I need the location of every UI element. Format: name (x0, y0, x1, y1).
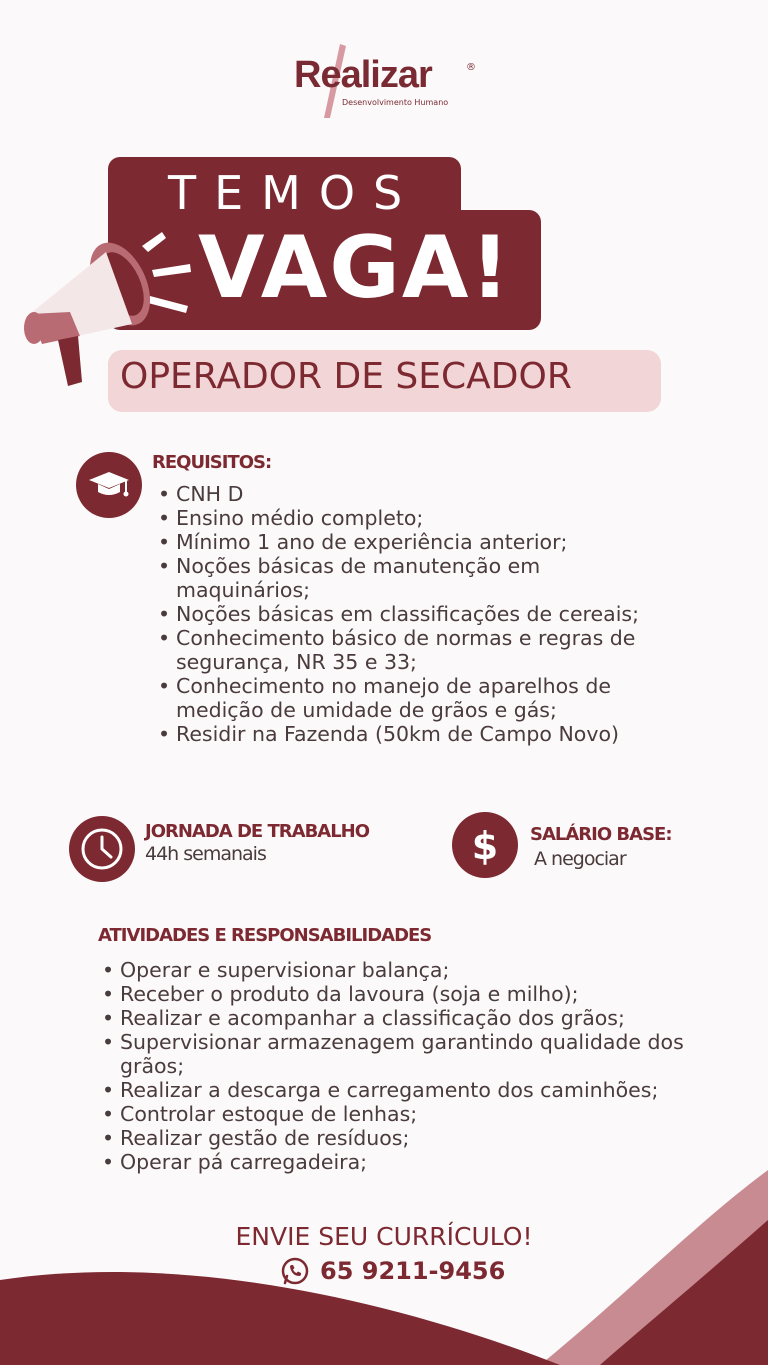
list-item: • Receber o produto da lavoura (soja e milho); (102, 982, 742, 1006)
list-item: • CNH D (158, 482, 748, 506)
phone-contact[interactable] (280, 1256, 505, 1286)
schedule-title: JORNADA DE TRABALHO (145, 821, 370, 842)
salary-title: SALÁRIO BASE: (530, 824, 672, 845)
clock-icon (80, 827, 124, 871)
phone-number[interactable]: 65 9211-9456 (320, 1257, 506, 1285)
list-item: • Realizar e acompanhar a classificação dos grãos; (102, 1006, 742, 1030)
schedule-value: 44h semanais (145, 843, 266, 865)
logo (290, 40, 490, 120)
headline-temos: TEMOS (168, 166, 421, 220)
megaphone-icon (20, 232, 200, 392)
list-item: • Mínimo 1 ano de experiência anterior; (158, 530, 748, 554)
list-item: • Residir na Fazenda (50km de Campo Novo) (158, 722, 748, 746)
headline-vaga: VAGA! (198, 218, 512, 318)
list-item: • Realizar gestão de resíduos; (102, 1126, 742, 1150)
activities-title: ATIVIDADES E RESPONSABILIDADES (98, 925, 432, 946)
salary-icon-circle (452, 812, 518, 878)
svg-text:$: $ (471, 824, 499, 867)
list-item: • Supervisionar armazenagem garantindo qualidade dos grãos; (102, 1030, 720, 1078)
requirements-title: REQUISITOS: (152, 452, 272, 473)
requirements-list (158, 482, 748, 746)
list-item: • Noções básicas em classificações de cereais; (158, 602, 748, 626)
list-item: • Noções básicas de manutenção em maquinários; (158, 554, 596, 602)
schedule-icon-circle (69, 816, 135, 882)
cta-text: ENVIE SEU CURRÍCULO! (235, 1222, 533, 1251)
list-item: • Ensino médio completo; (158, 506, 748, 530)
position-title: OPERADOR DE SECADOR (120, 356, 572, 397)
requirements-icon-circle (76, 452, 142, 518)
salary-value: A negociar (534, 848, 626, 870)
dollar-icon (470, 823, 500, 867)
activities-list (102, 958, 742, 1174)
list-item: • Conhecimento básico de normas e regras de segurança, NR 35 e 33; (158, 626, 676, 674)
list-item: • Realizar a descarga e carregamento dos caminhões; (102, 1078, 742, 1102)
graduation-cap-icon (88, 470, 130, 500)
list-item: • Conhecimento no manejo de aparelhos de medição de umidade de grãos e gás; (158, 674, 656, 722)
list-item: • Operar e supervisionar balança; (102, 958, 742, 982)
list-item: • Operar pá carregadeira; (102, 1150, 742, 1174)
logo-registered: ® (466, 62, 476, 73)
logo-subtitle: Desenvolvimento Humano (342, 98, 449, 107)
logo-text: Realizar (294, 54, 432, 96)
whatsapp-icon (280, 1256, 310, 1286)
list-item: • Controlar estoque de lenhas; (102, 1102, 742, 1126)
